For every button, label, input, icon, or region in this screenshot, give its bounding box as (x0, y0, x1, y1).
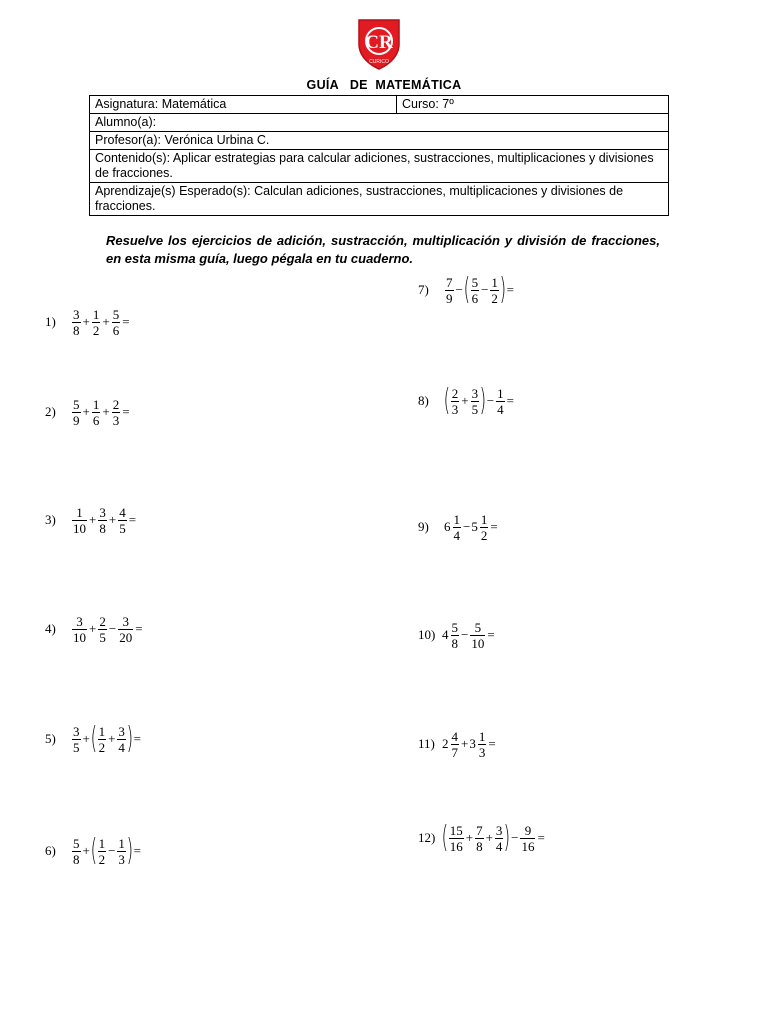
denominator: 2 (480, 527, 488, 543)
exercise-2 (45, 392, 131, 432)
whole-number: 6 (444, 519, 451, 534)
exercise-5 (45, 719, 142, 759)
parenthesis: ) (126, 721, 133, 756)
denominator: 8 (73, 322, 80, 338)
fraction (451, 621, 460, 650)
denominator: 10 (73, 629, 86, 645)
numerator: 3 (99, 504, 106, 520)
crest-ribbon-text: CURICO (369, 59, 389, 65)
numerator: 5 (73, 835, 80, 851)
operator: − (455, 282, 463, 297)
fraction (112, 398, 121, 427)
page-title: GUÍA DE MATEMÁTICA (306, 78, 462, 92)
fraction (445, 276, 454, 305)
operator: = (490, 519, 498, 534)
grade-cell: Curso: 7º (397, 96, 669, 114)
parenthesis: ) (504, 820, 511, 855)
exercise-8 (418, 381, 515, 421)
operator: = (128, 512, 137, 527)
numerator: 3 (495, 822, 503, 838)
parenthesis: ) (126, 833, 133, 868)
crest-letters: CR (365, 32, 393, 53)
fraction (117, 725, 126, 754)
operator: = (133, 843, 141, 858)
numerator: 9 (524, 822, 532, 838)
whole-number: 2 (442, 736, 449, 751)
operator: + (485, 830, 493, 845)
info-table (89, 95, 669, 216)
operator: = (122, 404, 130, 419)
denominator: 8 (476, 838, 483, 854)
numerator: 4 (451, 728, 458, 744)
denominator: 4 (453, 527, 460, 543)
denominator: 5 (73, 739, 80, 755)
numerator: 1 (76, 504, 83, 520)
denominator: 8 (451, 635, 458, 651)
fraction (471, 276, 480, 305)
operator: = (506, 282, 514, 297)
fraction (92, 308, 101, 337)
exercise-label: 1) (45, 314, 56, 329)
fraction (98, 837, 107, 866)
operator: = (133, 731, 141, 746)
fraction (470, 621, 485, 650)
exercise-11 (418, 724, 497, 764)
fraction (451, 387, 460, 416)
exercise-label: 12) (418, 830, 436, 845)
fraction (72, 308, 81, 337)
numerator: 1 (98, 835, 106, 851)
exercise-4 (45, 609, 144, 649)
operator: + (108, 512, 117, 527)
denominator: 5 (99, 629, 106, 645)
numerator: 4 (119, 504, 126, 520)
learning-objective-cell: Aprendizaje(s) Esperado(s): Calculan adiciones, sustracciones, multiplicaciones y divisiones de fracciones. (90, 183, 669, 216)
fraction (72, 615, 87, 644)
exercise-7 (418, 270, 515, 310)
denominator: 4 (118, 739, 125, 755)
fraction (72, 506, 87, 535)
denominator: 8 (99, 520, 106, 536)
content-cell: Contenido(s): Aplicar estrategias para calcular adiciones, sustracciones, multiplicaciones y divisiones de fracciones. (90, 150, 669, 183)
numerator: 5 (112, 306, 120, 322)
denominator: 2 (98, 851, 106, 867)
exercise-label: 4) (45, 621, 56, 636)
fraction (453, 513, 462, 542)
instructions: Resuelve los ejercicios de adición, sustracción, multiplicación y división de fracciones, en esta misma guía, luego pégala en tu cuaderno. (106, 233, 660, 266)
operator: + (102, 404, 110, 419)
exercise-label: 9) (418, 519, 429, 534)
denominator: 2 (92, 322, 100, 338)
denominator: 3 (112, 412, 120, 428)
denominator: 9 (73, 412, 80, 428)
fraction (478, 730, 487, 759)
fraction (471, 387, 480, 416)
operator: − (108, 621, 117, 636)
fraction (72, 398, 81, 427)
operator: − (486, 393, 495, 408)
fraction (451, 730, 460, 759)
operator: − (481, 282, 489, 297)
denominator: 3 (118, 851, 125, 867)
fraction (490, 276, 499, 305)
operator: − (511, 830, 519, 845)
operator: = (506, 393, 514, 408)
numerator: 7 (446, 274, 453, 290)
exercise-3 (45, 500, 137, 540)
exercise-6 (45, 831, 142, 871)
operator: + (82, 404, 90, 419)
denominator: 6 (112, 322, 120, 338)
numerator: 1 (497, 385, 504, 401)
exercise-10 (418, 615, 496, 655)
exercise-9 (418, 507, 499, 547)
fraction (449, 824, 464, 853)
whole-number: 4 (442, 627, 449, 642)
exercise-1 (45, 302, 131, 342)
denominator: 6 (92, 412, 100, 428)
exercise-label: 6) (45, 843, 56, 858)
operator: + (461, 736, 469, 751)
numerator: 2 (112, 396, 120, 412)
operator: = (488, 736, 496, 751)
exercise-label: 7) (418, 282, 429, 297)
numerator: 3 (118, 723, 125, 739)
operator: = (135, 621, 143, 636)
fraction (118, 615, 133, 644)
denominator: 4 (497, 401, 504, 417)
denominator: 5 (471, 401, 479, 417)
fraction (118, 506, 127, 535)
fraction (495, 824, 504, 853)
operator: + (108, 731, 116, 746)
whole-number: 5 (471, 519, 478, 534)
operator: + (465, 830, 474, 845)
numerator: 3 (122, 613, 129, 629)
fraction (72, 837, 81, 866)
parenthesis: ( (463, 272, 470, 307)
exercise-12 (418, 818, 546, 858)
fraction (475, 824, 484, 853)
fraction (112, 308, 121, 337)
parenthesis: ( (441, 820, 449, 855)
operator: + (82, 314, 90, 329)
numerator: 3 (73, 306, 80, 322)
parenthesis: ) (499, 272, 506, 307)
operator: + (82, 731, 90, 746)
operator: − (463, 519, 471, 534)
numerator: 5 (471, 274, 479, 290)
operator: − (108, 843, 116, 858)
fraction (98, 725, 107, 754)
denominator: 20 (119, 629, 133, 645)
numerator: 3 (471, 385, 479, 401)
fraction (496, 387, 505, 416)
denominator: 4 (495, 838, 503, 854)
exercise-label: 11) (418, 736, 435, 751)
fraction (72, 725, 81, 754)
denominator: 16 (449, 838, 463, 854)
denominator: 2 (491, 290, 498, 306)
denominator: 9 (446, 290, 453, 306)
fraction (98, 506, 107, 535)
fraction (98, 615, 107, 644)
exercise-label: 2) (45, 404, 56, 419)
parenthesis: ( (90, 721, 97, 756)
numerator: 1 (92, 306, 100, 322)
operator: − (461, 627, 469, 642)
denominator: 10 (471, 635, 485, 651)
numerator: 15 (449, 822, 463, 838)
numerator: 3 (73, 723, 80, 739)
denominator: 16 (521, 838, 535, 854)
numerator: 5 (474, 619, 482, 635)
whole-number: 3 (469, 736, 476, 751)
numerator: 1 (491, 274, 498, 290)
exercise-label: 10) (418, 627, 436, 642)
numerator: 7 (476, 822, 483, 838)
teacher-cell: Profesor(a): Verónica Urbina C. (90, 132, 669, 150)
fraction (520, 824, 535, 853)
numerator: 1 (92, 396, 100, 412)
numerator: 5 (451, 619, 458, 635)
operator: + (102, 314, 110, 329)
denominator: 3 (478, 744, 486, 760)
subject-cell: Asignatura: Matemática (90, 96, 397, 114)
exercise-label: 3) (45, 512, 56, 527)
school-crest-logo (356, 18, 402, 70)
denominator: 5 (119, 520, 126, 536)
operator: = (487, 627, 495, 642)
numerator: 1 (478, 728, 486, 744)
denominator: 7 (451, 744, 458, 760)
parenthesis: ( (90, 833, 97, 868)
denominator: 3 (451, 401, 459, 417)
denominator: 6 (471, 290, 479, 306)
operator: = (122, 314, 130, 329)
numerator: 1 (453, 511, 460, 527)
numerator: 1 (480, 511, 488, 527)
fraction (117, 837, 126, 866)
exercise-label: 5) (45, 731, 56, 746)
parenthesis: ( (443, 383, 451, 418)
numerator: 1 (118, 835, 125, 851)
numerator: 2 (99, 613, 106, 629)
numerator: 5 (73, 396, 80, 412)
denominator: 2 (98, 739, 106, 755)
operator: + (461, 393, 469, 408)
operator: + (89, 621, 97, 636)
operator: + (89, 512, 97, 527)
numerator: 3 (76, 613, 83, 629)
fraction (480, 513, 489, 542)
exercise-label: 8) (418, 393, 429, 408)
parenthesis: ) (479, 383, 487, 418)
student-cell: Alumno(a): (90, 114, 669, 132)
numerator: 2 (451, 385, 459, 401)
denominator: 10 (73, 520, 86, 536)
denominator: 8 (73, 851, 80, 867)
operator: + (82, 843, 90, 858)
fraction (92, 398, 101, 427)
operator: = (537, 830, 545, 845)
numerator: 1 (98, 723, 106, 739)
